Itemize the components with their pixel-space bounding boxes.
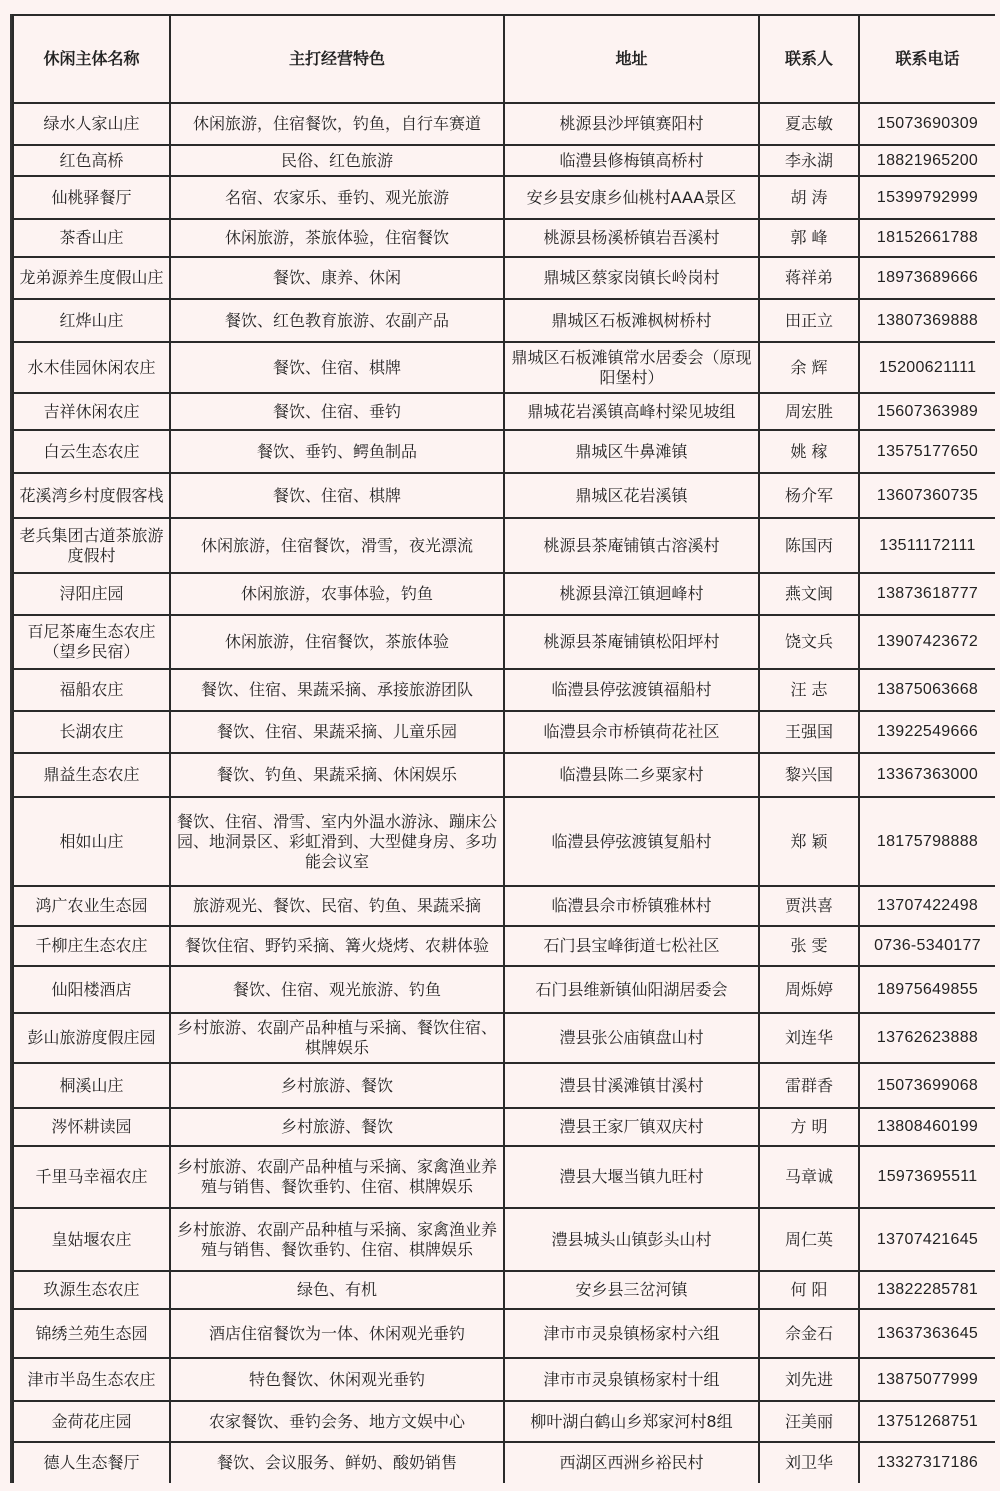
contact-person-cell: 周烁婷	[759, 966, 859, 1013]
address-cell: 石门县宝峰街道七松社区	[504, 926, 759, 966]
features-cell: 餐饮、住宿、垂钓	[170, 393, 504, 430]
contact-person-cell: 何 阳	[759, 1271, 859, 1309]
venue-name-cell: 红色高桥	[13, 145, 170, 176]
contact-person-cell: 杨介军	[759, 473, 859, 518]
table-row	[13, 430, 996, 473]
table-row	[13, 176, 996, 219]
header-address: 地址	[504, 15, 759, 103]
table-row	[13, 145, 996, 176]
address-cell: 临澧县佘市桥镇雅林村	[504, 886, 759, 926]
contact-person-cell: 李永湖	[759, 145, 859, 176]
features-cell: 餐饮、钓鱼、果蔬采摘、休闲娱乐	[170, 753, 504, 797]
features-cell: 旅游观光、餐饮、民宿、钓鱼、果蔬采摘	[170, 886, 504, 926]
features-cell: 餐饮、住宿、观光旅游、钓鱼	[170, 966, 504, 1013]
address-cell: 津市市灵泉镇杨家村六组	[504, 1309, 759, 1358]
table-row	[13, 1108, 996, 1146]
bottom-margin	[0, 1483, 1000, 1491]
features-cell: 酒店住宿餐饮为一体、休闲观光垂钓	[170, 1309, 504, 1358]
contact-person-cell: 张 雯	[759, 926, 859, 966]
features-cell: 民俗、红色旅游	[170, 145, 504, 176]
contact-person-cell: 饶文兵	[759, 615, 859, 669]
table-row	[13, 103, 996, 145]
table-row	[13, 711, 996, 753]
venue-name-cell: 仙阳楼酒店	[13, 966, 170, 1013]
venue-name-cell: 桐溪山庄	[13, 1063, 170, 1108]
features-cell: 餐饮、住宿、果蔬采摘、儿童乐园	[170, 711, 504, 753]
venue-name-cell: 长湖农庄	[13, 711, 170, 753]
phone-cell: 0736-5340177	[859, 926, 996, 966]
phone-cell: 13907423672	[859, 615, 996, 669]
contact-person-cell: 黎兴国	[759, 753, 859, 797]
table-row	[13, 1146, 996, 1208]
address-cell: 西湖区西洲乡裕民村	[504, 1442, 759, 1484]
phone-cell: 18973689666	[859, 257, 996, 299]
phone-cell: 18975649855	[859, 966, 996, 1013]
phone-cell: 13327317186	[859, 1442, 996, 1484]
address-cell: 澧县城头山镇彭头山村	[504, 1208, 759, 1271]
contact-person-cell: 周仁英	[759, 1208, 859, 1271]
table-row	[13, 299, 996, 342]
venue-name-cell: 仙桃驿餐厅	[13, 176, 170, 219]
venue-name-cell: 水木佳园休闲农庄	[13, 342, 170, 393]
phone-cell: 13762623888	[859, 1013, 996, 1063]
address-cell: 澧县大堰当镇九旺村	[504, 1146, 759, 1208]
features-cell: 餐饮住宿、野钓采摘、篝火烧烤、农耕体验	[170, 926, 504, 966]
features-cell: 休闲旅游，农事体验，钓鱼	[170, 573, 504, 615]
features-cell: 休闲旅游，住宿餐饮，钓鱼，自行车赛道	[170, 103, 504, 145]
features-cell: 特色餐饮、休闲观光垂钓	[170, 1358, 504, 1401]
table-row	[13, 473, 996, 518]
address-cell: 桃源县漳江镇迴峰村	[504, 573, 759, 615]
venue-name-cell: 涔怀耕读园	[13, 1108, 170, 1146]
contact-person-cell: 田正立	[759, 299, 859, 342]
phone-cell: 13511172111	[859, 518, 996, 573]
phone-cell: 18152661788	[859, 219, 996, 257]
header-name: 休闲主体名称	[13, 15, 170, 103]
address-cell: 桃源县杨溪桥镇岩吾溪村	[504, 219, 759, 257]
address-cell: 桃源县茶庵铺镇松阳坪村	[504, 615, 759, 669]
address-cell: 桃源县茶庵铺镇古溶溪村	[504, 518, 759, 573]
venue-name-cell: 白云生态农庄	[13, 430, 170, 473]
address-cell: 石门县维新镇仙阳湖居委会	[504, 966, 759, 1013]
venue-name-cell: 鼎益生态农庄	[13, 753, 170, 797]
address-cell: 柳叶湖白鹤山乡郑家河村8组	[504, 1401, 759, 1442]
contact-person-cell: 郑 颖	[759, 797, 859, 886]
address-cell: 鼎城区石板滩枫树桥村	[504, 299, 759, 342]
features-cell: 乡村旅游、农副产品种植与采摘、家禽渔业养殖与销售、餐饮垂钓、住宿、棋牌娱乐	[170, 1146, 504, 1208]
contact-person-cell: 佘金石	[759, 1309, 859, 1358]
phone-cell: 18175798888	[859, 797, 996, 886]
address-cell: 临澧县停弦渡镇复船村	[504, 797, 759, 886]
phone-cell: 13807369888	[859, 299, 996, 342]
phone-cell: 15073699068	[859, 1063, 996, 1108]
header-phone: 联系电话	[859, 15, 996, 103]
address-cell: 津市市灵泉镇杨家村十组	[504, 1358, 759, 1401]
contact-person-cell: 贾洪喜	[759, 886, 859, 926]
phone-cell: 13875063668	[859, 669, 996, 711]
features-cell: 农家餐饮、垂钓会务、地方文娱中心	[170, 1401, 504, 1442]
venue-name-cell: 千里马幸福农庄	[13, 1146, 170, 1208]
phone-cell: 18821965200	[859, 145, 996, 176]
venue-name-cell: 德人生态餐厅	[13, 1442, 170, 1484]
table-row	[13, 1358, 996, 1401]
venue-name-cell: 百尼茶庵生态农庄（望乡民宿）	[13, 615, 170, 669]
address-cell: 鼎城区牛鼻滩镇	[504, 430, 759, 473]
phone-cell: 13751268751	[859, 1401, 996, 1442]
phone-cell: 15973695511	[859, 1146, 996, 1208]
table-row	[13, 886, 996, 926]
features-cell: 休闲旅游，住宿餐饮，滑雪，夜光漂流	[170, 518, 504, 573]
venue-name-cell: 红烨山庄	[13, 299, 170, 342]
contact-person-cell: 王强国	[759, 711, 859, 753]
phone-cell: 13707421645	[859, 1208, 996, 1271]
venue-name-cell: 金荷花庄园	[13, 1401, 170, 1442]
phone-cell: 15607363989	[859, 393, 996, 430]
address-cell: 临澧县停弦渡镇福船村	[504, 669, 759, 711]
contact-person-cell: 方 明	[759, 1108, 859, 1146]
table-row	[13, 669, 996, 711]
phone-cell: 13637363645	[859, 1309, 996, 1358]
header-features: 主打经营特色	[170, 15, 504, 103]
address-cell: 临澧县陈二乡粟家村	[504, 753, 759, 797]
features-cell: 餐饮、康养、休闲	[170, 257, 504, 299]
venue-name-cell: 花溪湾乡村度假客栈	[13, 473, 170, 518]
phone-cell: 13367363000	[859, 753, 996, 797]
venue-name-cell: 浔阳庄园	[13, 573, 170, 615]
features-cell: 乡村旅游、农副产品种植与采摘、餐饮住宿、棋牌娱乐	[170, 1013, 504, 1063]
address-cell: 澧县王家厂镇双庆村	[504, 1108, 759, 1146]
address-cell: 临澧县佘市桥镇荷花社区	[504, 711, 759, 753]
features-cell: 休闲旅游，住宿餐饮，茶旅体验	[170, 615, 504, 669]
venue-name-cell: 津市半岛生态农庄	[13, 1358, 170, 1401]
phone-cell: 13873618777	[859, 573, 996, 615]
address-cell: 临澧县修梅镇高桥村	[504, 145, 759, 176]
venue-name-cell: 玖源生态农庄	[13, 1271, 170, 1309]
phone-cell: 13808460199	[859, 1108, 996, 1146]
table-row	[13, 966, 996, 1013]
contact-person-cell: 胡 涛	[759, 176, 859, 219]
table-row	[13, 1271, 996, 1309]
venue-name-cell: 老兵集团古道茶旅游度假村	[13, 518, 170, 573]
contact-person-cell: 蒋祥弟	[759, 257, 859, 299]
venue-name-cell: 吉祥休闲农庄	[13, 393, 170, 430]
venue-name-cell: 龙弟源养生度假山庄	[13, 257, 170, 299]
phone-cell: 13575177650	[859, 430, 996, 473]
table-row	[13, 1401, 996, 1442]
features-cell: 餐饮、住宿、棋牌	[170, 473, 504, 518]
venue-name-cell: 茶香山庄	[13, 219, 170, 257]
features-cell: 乡村旅游、农副产品种植与采摘、家禽渔业养殖与销售、餐饮垂钓、住宿、棋牌娱乐	[170, 1208, 504, 1271]
header-row	[13, 15, 996, 103]
phone-cell: 15073690309	[859, 103, 996, 145]
address-cell: 安乡县安康乡仙桃村AAA景区	[504, 176, 759, 219]
contact-person-cell: 余 辉	[759, 342, 859, 393]
features-cell: 乡村旅游、餐饮	[170, 1108, 504, 1146]
contact-person-cell: 郭 峰	[759, 219, 859, 257]
contact-person-cell: 姚 稼	[759, 430, 859, 473]
venue-name-cell: 相如山庄	[13, 797, 170, 886]
table-row	[13, 1013, 996, 1063]
address-cell: 澧县甘溪滩镇甘溪村	[504, 1063, 759, 1108]
table-row	[13, 1309, 996, 1358]
table-row	[13, 926, 996, 966]
table-row	[13, 797, 996, 886]
contact-person-cell: 燕文闽	[759, 573, 859, 615]
contact-person-cell: 汪 志	[759, 669, 859, 711]
features-cell: 餐饮、垂钓、鳄鱼制品	[170, 430, 504, 473]
features-cell: 餐饮、红色教育旅游、农副产品	[170, 299, 504, 342]
venue-name-cell: 彭山旅游度假庄园	[13, 1013, 170, 1063]
phone-cell: 15399792999	[859, 176, 996, 219]
table-row	[13, 1442, 996, 1484]
features-cell: 休闲旅游，茶旅体验，住宿餐饮	[170, 219, 504, 257]
header-contact: 联系人	[759, 15, 859, 103]
contact-person-cell: 雷群香	[759, 1063, 859, 1108]
features-cell: 餐饮、住宿、滑雪、室内外温水游泳、蹦床公园、地洞景区、彩虹滑到、大型健身房、多功能会议室	[170, 797, 504, 886]
address-cell: 桃源县沙坪镇赛阳村	[504, 103, 759, 145]
top-margin	[0, 0, 1000, 14]
contact-person-cell: 刘卫华	[759, 1442, 859, 1484]
row-header-stub	[0, 14, 12, 1491]
phone-cell: 13922549666	[859, 711, 996, 753]
leisure-venues-table	[12, 14, 997, 1485]
venue-name-cell: 锦绣兰苑生态园	[13, 1309, 170, 1358]
phone-cell: 13822285781	[859, 1271, 996, 1309]
address-cell: 澧县张公庙镇盘山村	[504, 1013, 759, 1063]
table-row	[13, 1208, 996, 1271]
contact-person-cell: 周宏胜	[759, 393, 859, 430]
phone-cell: 13607360735	[859, 473, 996, 518]
table-row	[13, 219, 996, 257]
table-row	[13, 615, 996, 669]
table-row	[13, 1063, 996, 1108]
address-cell: 鼎城区蔡家岗镇长岭岗村	[504, 257, 759, 299]
table-row	[13, 573, 996, 615]
venue-name-cell: 福船农庄	[13, 669, 170, 711]
table-row	[13, 393, 996, 430]
contact-person-cell: 刘先进	[759, 1358, 859, 1401]
contact-person-cell: 汪美丽	[759, 1401, 859, 1442]
right-margin	[995, 14, 1000, 1491]
table-row	[13, 753, 996, 797]
phone-cell: 13875077999	[859, 1358, 996, 1401]
features-cell: 乡村旅游、餐饮	[170, 1063, 504, 1108]
venue-name-cell: 鸿广农业生态园	[13, 886, 170, 926]
phone-cell: 15200621111	[859, 342, 996, 393]
venue-name-cell: 绿水人家山庄	[13, 103, 170, 145]
phone-cell: 13707422498	[859, 886, 996, 926]
features-cell: 餐饮、会议服务、鲜奶、酸奶销售	[170, 1442, 504, 1484]
address-cell: 鼎城区石板滩镇常水居委会（原现阳堡村）	[504, 342, 759, 393]
contact-person-cell: 陈国丙	[759, 518, 859, 573]
contact-person-cell: 马章诚	[759, 1146, 859, 1208]
contact-person-cell: 夏志敏	[759, 103, 859, 145]
venue-name-cell: 千柳庄生态农庄	[13, 926, 170, 966]
contact-person-cell: 刘连华	[759, 1013, 859, 1063]
table-row	[13, 518, 996, 573]
features-cell: 名宿、农家乐、垂钓、观光旅游	[170, 176, 504, 219]
table-row	[13, 257, 996, 299]
features-cell: 餐饮、住宿、果蔬采摘、承接旅游团队	[170, 669, 504, 711]
address-cell: 鼎城区花岩溪镇	[504, 473, 759, 518]
venue-name-cell: 皇姑堰农庄	[13, 1208, 170, 1271]
table-body	[13, 103, 996, 1484]
features-cell: 餐饮、住宿、棋牌	[170, 342, 504, 393]
address-cell: 安乡县三岔河镇	[504, 1271, 759, 1309]
table-row	[13, 342, 996, 393]
features-cell: 绿色、有机	[170, 1271, 504, 1309]
address-cell: 鼎城花岩溪镇高峰村梁见坡组	[504, 393, 759, 430]
